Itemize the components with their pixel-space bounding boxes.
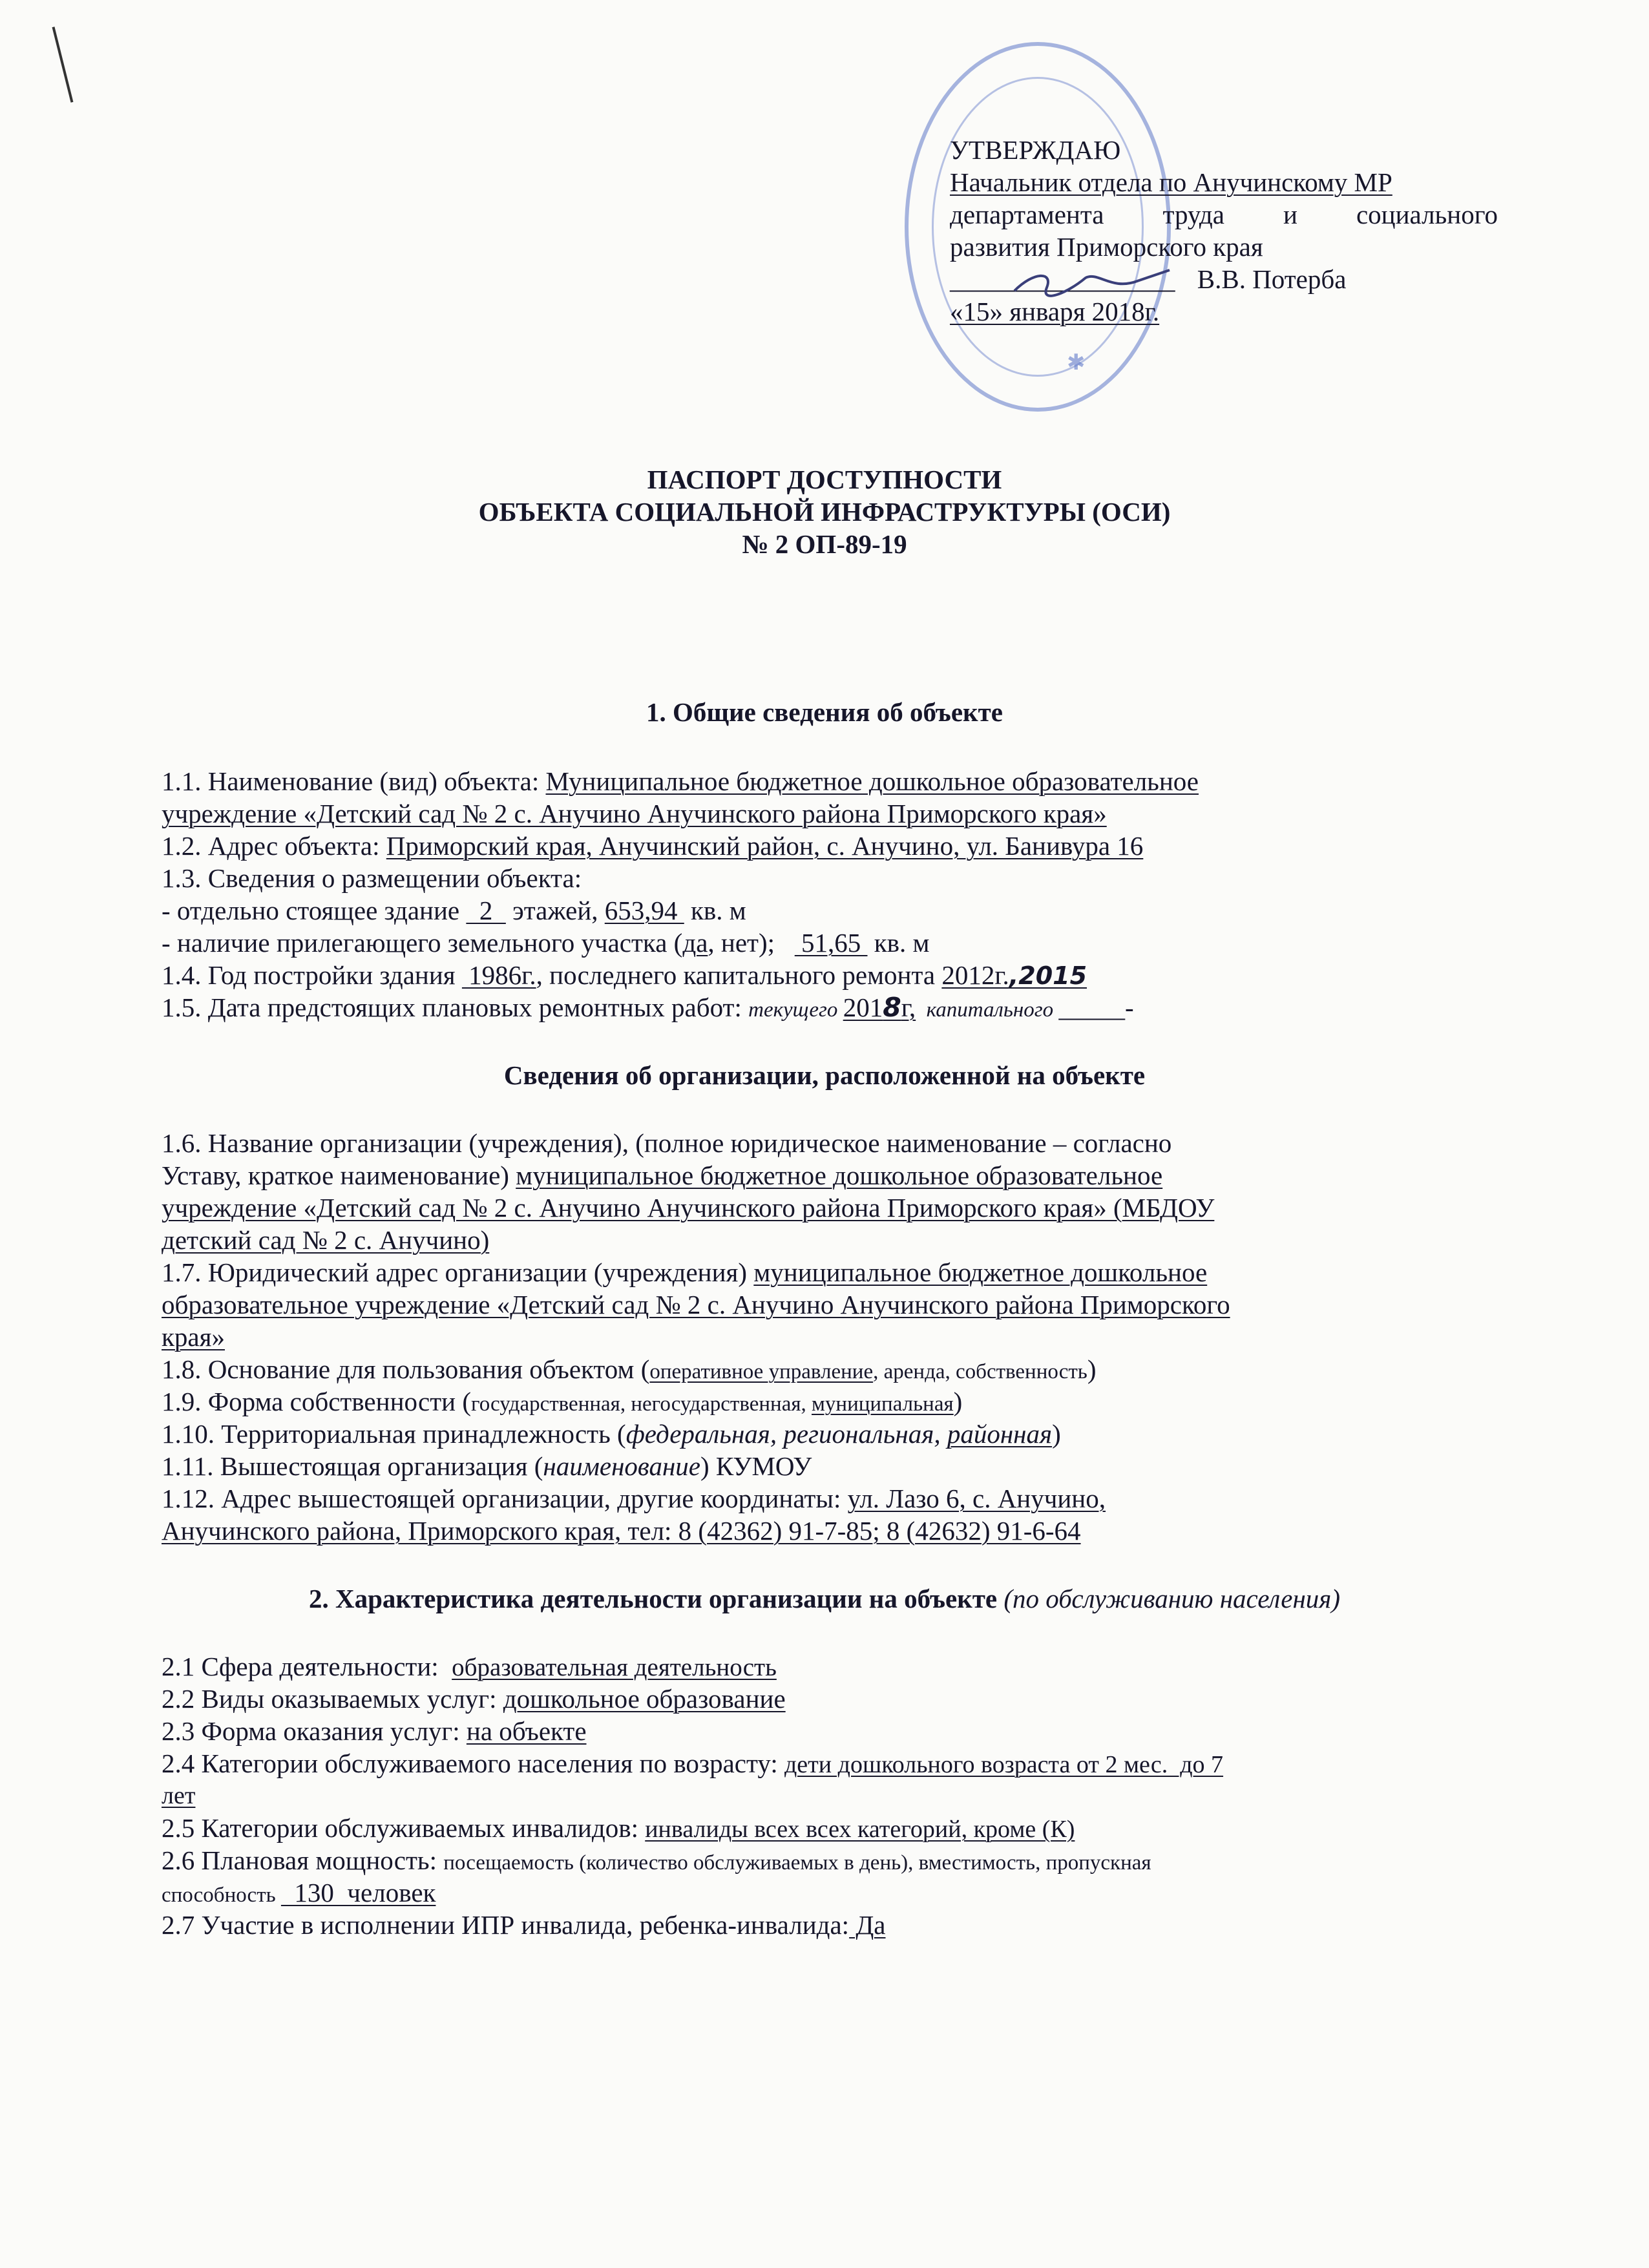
item-1-12-label: 1.12. Адрес вышестоящей организации, другие координаты:: [162, 1484, 848, 1513]
item-1-1-value-cont: учреждение «Детский сад № 2 с. Анучино Анучинского района Приморского края»: [162, 799, 1107, 828]
item-2-4-value: дети дошкольного возраста от 2 мес. до 7: [784, 1751, 1224, 1778]
item-1-2-label: 1.2. Адрес объекта:: [162, 831, 386, 861]
section-1-heading: 1. Общие сведения об объекте: [646, 697, 1003, 727]
item-1-6-line2: [162, 1160, 1162, 1191]
item-1-6-value: муниципальное бюджетное дошкольное образовательное: [516, 1160, 1163, 1190]
item-1-11-hint: наименование: [543, 1451, 700, 1481]
item-1-10-label: 1.10. Территориальная принадлежность (: [162, 1419, 626, 1449]
item-1-8-selected: оперативное управление: [649, 1360, 874, 1383]
land-text: - наличие прилегающего земельного участка (: [162, 928, 683, 958]
item-2-3: [162, 1716, 587, 1747]
item-1-9-close: ): [953, 1387, 963, 1416]
area-unit: кв. м: [684, 896, 746, 925]
item-2-1-label: 2.1 Сфера деятельности:: [162, 1652, 452, 1681]
item-2-4: [162, 1748, 1223, 1780]
approval-date: «15» января 2018г.: [950, 297, 1160, 326]
item-1-11: [162, 1451, 812, 1482]
capital-repair-value: _____-: [1058, 992, 1134, 1022]
item-2-5: [162, 1812, 1075, 1845]
item-1-10-close: ): [1052, 1419, 1061, 1449]
stamp-star-icon: ✱: [1067, 351, 1086, 375]
item-1-9-options: государственная, негосударственная,: [471, 1392, 812, 1416]
item-1-10: [162, 1418, 1061, 1449]
item-1-1-value: Муниципальное бюджетное дошкольное образовательное: [545, 766, 1199, 796]
item-1-9: [162, 1386, 962, 1420]
item-1-11-value: ) КУМОУ: [700, 1451, 812, 1481]
item-1-6-line3: учреждение «Детский сад № 2 с. Анучино Анучинского района Приморского края» (МБДОУ: [162, 1193, 1215, 1223]
item-1-3-building: [162, 895, 746, 926]
floors-unit: этажей,: [505, 896, 605, 925]
construction-year: 1986г.: [461, 960, 536, 990]
approval-title: УТВЕРЖДАЮ: [950, 135, 1121, 165]
approval-department: департамента труда и социального: [950, 200, 1498, 229]
approval-region: развития Приморского края: [950, 232, 1263, 262]
item-2-6-hint-cont: способность: [162, 1884, 281, 1907]
item-2-7-value: Да: [849, 1910, 886, 1940]
item-1-5: [162, 992, 1134, 1025]
item-1-6-line1: 1.6. Название организации (учреждения), (полное юридическое наименование – согласно: [162, 1128, 1172, 1158]
item-1-7-value-end: края»: [162, 1322, 225, 1352]
item-1-1: [162, 766, 1199, 797]
item-1-3-land: [162, 927, 929, 958]
signature-underline: _________________: [950, 264, 1175, 294]
repair-year: 2012г.: [941, 960, 1009, 990]
item-1-11-label: 1.11. Вышестоящая организация (: [162, 1451, 543, 1481]
item-1-5-label: 1.5. Дата предстоящих плановых ремонтных работ:: [162, 992, 749, 1022]
repair-label: , последнего капитального ремонта: [536, 960, 942, 990]
item-1-8-options: , аренда, собственность: [873, 1360, 1087, 1383]
item-1-7-value: муниципальное бюджетное дошкольное: [753, 1257, 1208, 1287]
item-2-7-label: 2.7 Участие в исполнении ИПР инвалида, ребенка-инвалида:: [162, 1910, 850, 1940]
item-1-9-selected: муниципальная: [812, 1392, 954, 1416]
current-repair-label: текущего: [748, 998, 843, 1022]
item-1-4-label: 1.4. Год постройки здания: [162, 960, 462, 990]
item-1-12: [162, 1483, 1106, 1514]
current-repair-value: [843, 992, 916, 1022]
section-2-heading-note: (по обслуживанию населения): [1003, 1584, 1341, 1613]
building-text: - отдельно стоящее здание: [162, 896, 467, 925]
item-1-8-label: 1.8. Основание для пользования объектом (: [162, 1354, 650, 1384]
land-yes-selected: да: [682, 928, 708, 958]
item-1-6-line4: детский сад № 2 с. Анучино): [162, 1225, 490, 1255]
item-2-6: [162, 1845, 1151, 1878]
land-no-option: , нет);: [708, 928, 795, 958]
item-2-2: [162, 1683, 786, 1714]
item-2-5-value: инвалиды всех всех категорий, кроме (К): [645, 1816, 1075, 1843]
item-2-7: [162, 1909, 886, 1940]
item-1-10-options: федеральная, региональная,: [625, 1419, 947, 1449]
item-2-4-label: 2.4 Категории обслуживаемого населения по возрасту:: [162, 1748, 784, 1778]
item-2-6-label: 2.6 Плановая мощность:: [162, 1845, 444, 1875]
item-2-2-label: 2.2 Виды оказываемых услуг:: [162, 1684, 503, 1714]
title-line-3: № 2 ОП-89-19: [742, 529, 907, 559]
org-section-heading: Сведения об организации, расположенной на объекте: [503, 1060, 1146, 1090]
current-repair-year-print: 201: [843, 992, 883, 1022]
item-2-1: [162, 1651, 777, 1683]
item-2-2-value: дошкольное образование: [503, 1684, 786, 1714]
item-2-6-hint: посещаемость (количество обслуживаемых в день), вместимость, пропускная: [443, 1851, 1151, 1874]
item-1-9-label: 1.9. Форма собственности (: [162, 1387, 471, 1416]
section-2-heading: [0, 1583, 1649, 1614]
item-1-12-value-cont: Анучинского района, Приморского края, тел: 8 (42362) 91-7-85; 8 (42632) 91-6-64: [162, 1516, 1081, 1546]
item-1-8-close: ): [1087, 1354, 1097, 1384]
item-1-2-value: Приморский края, Анучинский район, с. Анучино, ул. Банивура 16: [386, 831, 1144, 861]
land-area-value: 51,65: [794, 928, 868, 958]
item-1-10-selected: районная: [947, 1419, 1053, 1449]
land-area-unit: кв. м: [867, 928, 930, 958]
repair-year-handwritten: ,2015: [1009, 961, 1087, 990]
capital-repair-label: капитального: [916, 998, 1059, 1022]
building-area-value: 653,94: [604, 896, 684, 925]
item-2-6-cont: [162, 1877, 436, 1911]
floors-value: 2: [466, 896, 506, 925]
item-2-3-value: на объекте: [466, 1716, 587, 1746]
scan-artifact-mark: [52, 26, 74, 102]
item-1-12-value: ул. Лазо 6, с. Анучино,: [847, 1484, 1106, 1513]
title-line-1: ПАСПОРТ ДОСТУПНОСТИ: [647, 465, 1002, 494]
section-2-heading-main: 2. Характеристика деятельности организации на объекте: [308, 1584, 1004, 1613]
signatory-name: В.В. Потерба: [1197, 264, 1347, 294]
approval-position: Начальник отдела по Анучинскому МР: [950, 167, 1392, 197]
item-1-4: [162, 960, 1087, 991]
item-2-4-value-cont: лет: [162, 1782, 196, 1809]
current-repair-year-suffix: г,: [901, 992, 916, 1022]
item-1-2: [162, 830, 1143, 861]
item-1-7-label: 1.7. Юридический адрес организации (учреждения): [162, 1257, 754, 1287]
item-1-1-label: 1.1. Наименование (вид) объекта:: [162, 766, 546, 796]
item-1-7: [162, 1257, 1207, 1288]
item-2-1-value: образовательная деятельность: [452, 1654, 777, 1681]
item-1-6-short-label: Уставу, краткое наименование): [162, 1160, 516, 1190]
item-2-6-value: 130 человек: [280, 1878, 436, 1907]
title-line-2: ОБЪЕКТА СОЦИАЛЬНОЙ ИНФРАСТРУКТУРЫ (ОСИ): [478, 497, 1171, 527]
item-2-5-label: 2.5 Категории обслуживаемых инвалидов:: [162, 1813, 646, 1843]
item-1-8: [162, 1354, 1096, 1387]
item-1-7-value-cont: образовательное учреждение «Детский сад № 2 с. Анучино Анучинского района Приморского: [162, 1290, 1230, 1319]
current-repair-year-handwritten: 8: [883, 992, 901, 1023]
item-2-3-label: 2.3 Форма оказания услуг:: [162, 1716, 467, 1746]
item-1-3-label: 1.3. Сведения о размещении объекта:: [162, 863, 582, 893]
